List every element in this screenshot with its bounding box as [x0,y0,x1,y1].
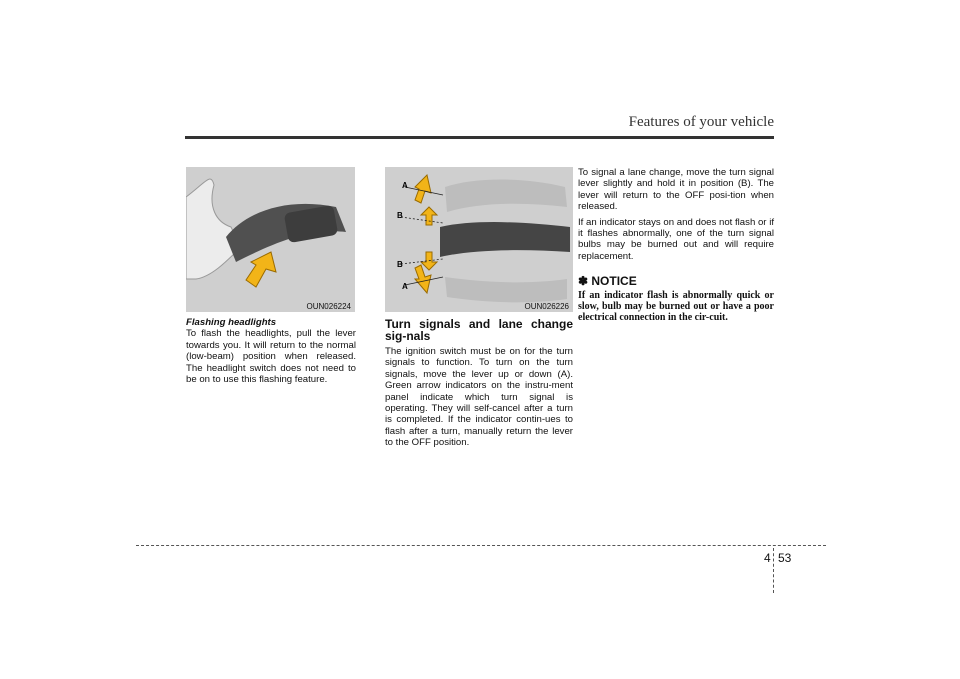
lever-ghost-lower [445,277,567,302]
heading-turn-signals: Turn signals and lane change sig-nals [385,317,573,343]
lever-main [440,222,570,257]
page-number: 53 [778,551,792,565]
arrow-up-a-icon [415,175,431,203]
arrow-up-b-icon [421,207,437,225]
lever-ghost-upper [445,180,567,213]
paragraph-turn-signals: The ignition switch must be on for the turn signals to function. To turn on the turn signals, move the lever up or down (A). Green arrow indicators on the instru-ment panel indicate which turn signal is operating. They will self-cancel after a turn is completed. If the indicator contin-ues to flash after a turn, manually return the lever to the OFF position. [385,346,573,449]
figure-flashing-headlights [186,167,355,312]
subheading-flashing-headlights: Flashing headlights [186,317,277,328]
paragraph-indicator-fault: If an indicator stays on and does not flash or if it flashes abnormally, one of the turn signal bulbs may be burned out and will require replacement. [578,216,774,262]
headlight-lever-illustration [186,167,355,312]
figure-turn-signals [385,167,573,312]
paragraph-flashing-headlights: To flash the headlights, pull the lever towards you. It will return to the normal (low-beam) position when released. The headlight switch does not need to be on to use this flashing feature. [186,328,356,386]
chapter-number: 4 [764,551,771,565]
figure-code: OUN026224 [306,302,351,311]
header-rule [185,136,774,139]
pull-arrow-icon [246,252,276,287]
column-1 [186,317,356,389]
footer-rule [136,545,826,546]
hand-shape [186,179,241,279]
paragraph-lane-change: To signal a lane change, move the turn signal lever slightly and hold it in position (B). The lever will return to the OFF posi-tion when released. [578,167,774,213]
notice-heading: ✽ NOTICE [578,274,637,289]
column-3 [578,167,774,323]
running-header: Features of your vehicle [628,114,774,130]
figure-code: OUN026226 [524,302,569,311]
label-b-top: B [397,211,403,220]
label-b-bottom: B [397,260,403,269]
column-2 [385,318,573,453]
page-number-divider [773,548,774,593]
notice-body: If an indicator flash is abnormally quick or slow, bulb may be burned out or have a poor electrical connection in the cir-cuit. [578,289,774,323]
turn-signal-lever-illustration [385,167,573,312]
label-a-bottom: A [402,282,408,291]
label-a-top: A [402,181,408,190]
